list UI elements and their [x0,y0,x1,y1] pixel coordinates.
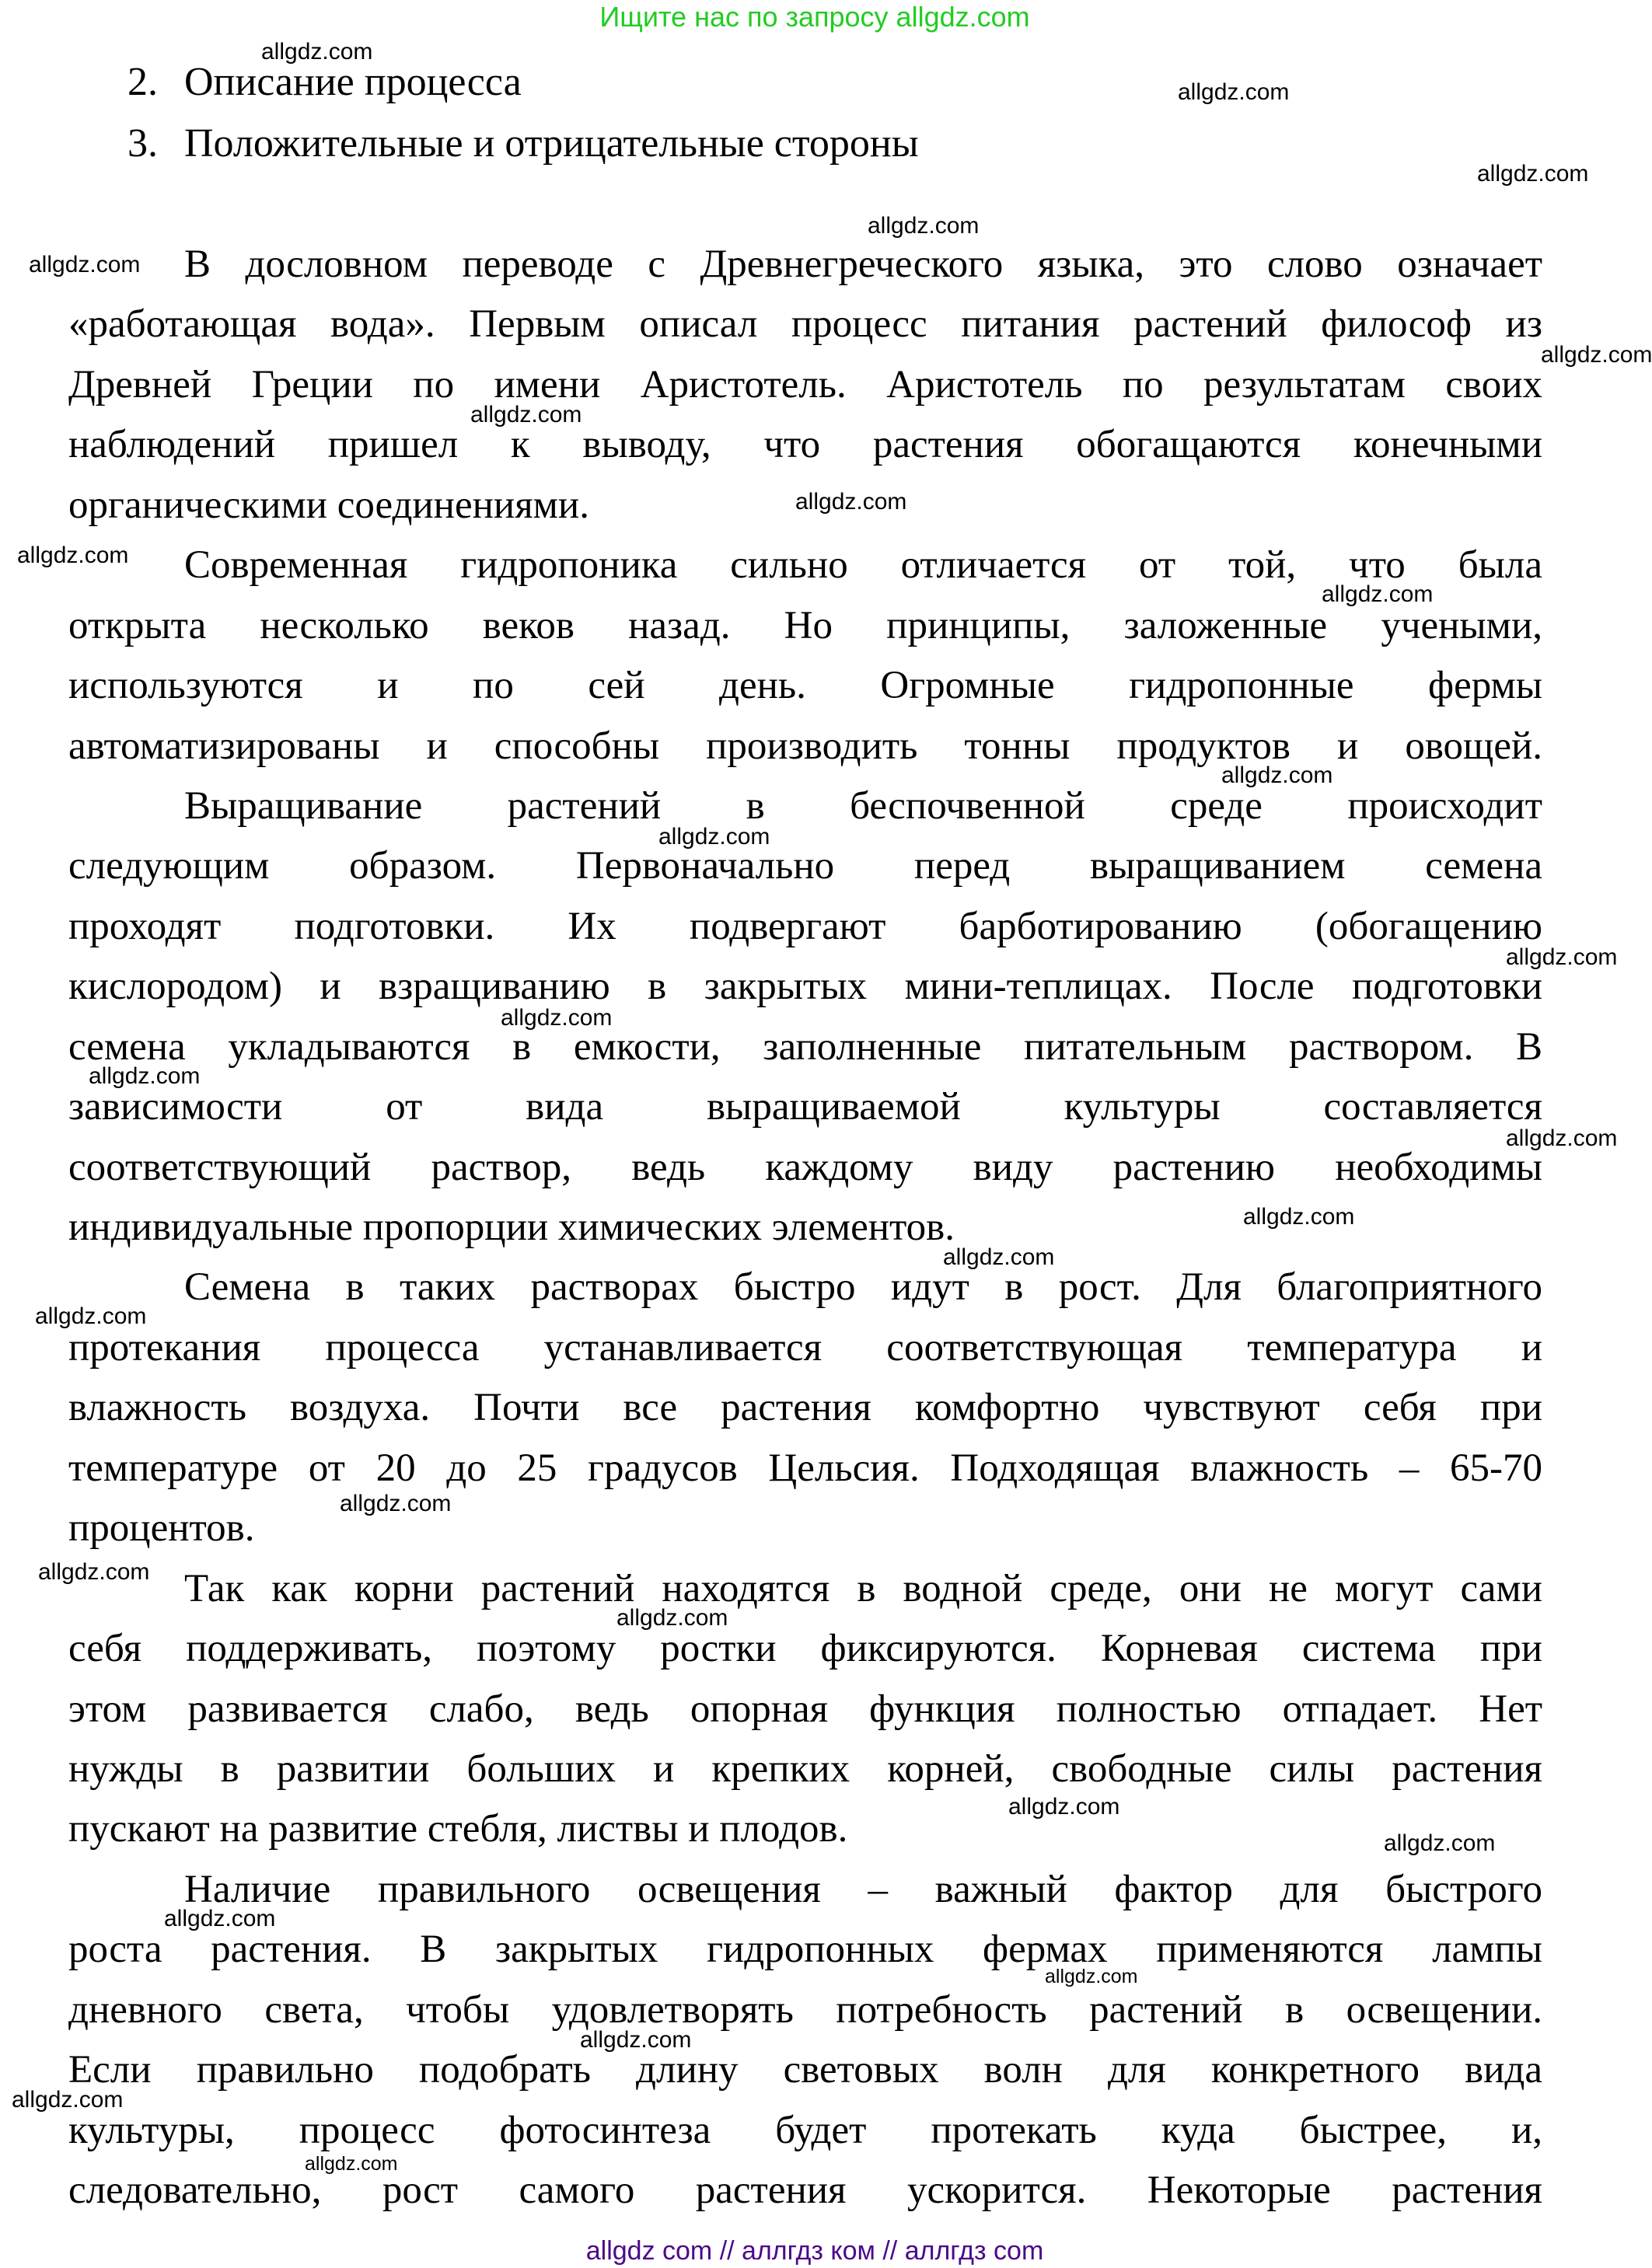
watermark: allgdz.com [1243,1204,1355,1230]
paragraph [68,1860,1542,2221]
watermark: allgdz.com [1506,1125,1618,1151]
text-line: роста растения. В закрытых гидропонных фермах применяются лампы [68,1928,1542,1972]
watermark: allgdz.com [12,2087,124,2113]
text-line: кислородом) и взращиванию в закрытых мини-теплицах. После подготовки [68,965,1542,1009]
watermark: allgdz.com [89,1063,201,1089]
text-line: дневного света, чтобы удовлетворять потребность растений в освещении. [68,1987,1542,2032]
watermark: allgdz.com [1008,1794,1120,1820]
text-line: Древней Греции по имени Аристотель. Аристотель по результатам своих [68,362,1542,406]
list-number: 2. [127,60,158,104]
watermark: allgdz.com [261,39,373,65]
search-banner: Ищите нас по запросу allgdz.com [599,1,1030,33]
watermark: allgdz.com [943,1244,1055,1270]
text-line: нужды в развитии больших и крепких корней, свободные силы растения [68,1746,1542,1791]
watermark: allgdz.com [29,252,141,277]
watermark: allgdz.com [470,402,582,427]
watermark: allgdz.com [501,1005,613,1031]
text-line: проходят подготовки. Их подвергают барботированию (обогащению [68,904,1542,948]
text-line: пускают на развитие стебля, листвы и плодов. [68,1807,848,1851]
watermark: allgdz.com [658,824,770,850]
text-line: следующим образом. Первоначально перед выращиванием семена [68,844,1542,888]
text-line: органическими соединениями. [68,483,589,527]
watermark: allgdz.com [305,2153,398,2175]
text-line: влажность воздуха. Почти все растения комфортно чувствуют себя при [68,1386,1542,1430]
text-line: соответствующий раствор, ведь каждому виду растению необходимы [68,1145,1542,1189]
watermark: allgdz.com [580,2027,692,2053]
text-line: температуре от 20 до 25 градусов Цельсия. Подходящая влажность – 65-70 [68,1446,1542,1490]
watermark: allgdz.com [795,489,907,515]
paragraph [68,536,1542,776]
list-item [127,59,522,106]
text-line: Выращивание растений в беспочвенной среде происходит [184,783,1542,828]
text-line: используются и по сей день. Огромные гидропонные фермы [68,664,1542,708]
watermark: allgdz.com [164,1906,276,1931]
paragraph [68,776,1542,1258]
watermark: allgdz.com [1178,79,1290,105]
text-line: открыта несколько веков назад. Но принципы, заложенные учеными, [68,603,1542,647]
watermark: allgdz.com [1541,342,1652,368]
watermark: allgdz.com [868,213,980,239]
watermark: allgdz.com [340,1491,452,1516]
paragraph [68,1258,1542,1558]
text-line: Так как корни растений находятся в водной среде, они не могут сами [184,1566,1542,1610]
text-line: себя поддерживать, поэтому ростки фиксируются. Корневая система при [68,1627,1542,1671]
text-line: наблюдений пришел к выводу, что растения обогащаются конечными [68,423,1542,467]
list-label: Положительные и отрицательные стороны [184,121,919,166]
watermark: allgdz.com [616,1605,728,1631]
text-line: индивидуальные пропорции химических элементов. [68,1206,955,1249]
text-line: процентов. [68,1506,255,1551]
footer-banner: allgdz com // аллгдз ком // аллгдз com [585,2236,1044,2266]
text-line: зависимости от вида выращиваемой культуры составляется [68,1085,1542,1129]
text-line: «работающая вода». Первым описал процесс питания растений философ из [68,302,1542,347]
text-line: В дословном переводе с Древнегреческого языка, это слово означает [184,243,1542,286]
text-line: культуры, процесс фотосинтеза будет протекать куда быстрее, и, [68,2108,1542,2152]
watermark: allgdz.com [1221,762,1333,788]
watermark: allgdz.com [1045,1966,1138,1987]
text-line: автоматизированы и способны производить тонны продуктов и овощей. [68,724,1542,768]
list-item [127,120,919,167]
text-line: Семена в таких растворах быстро идут в рост. Для благоприятного [184,1265,1542,1310]
paragraph [68,1559,1542,1860]
text-line: следовательно, рост самого растения ускорится. Некоторые растения [68,2169,1542,2212]
watermark: allgdz.com [35,1303,147,1329]
watermark: allgdz.com [38,1559,150,1585]
text-line: Современная гидропоника сильно отличается от той, что была [184,543,1542,588]
watermark: allgdz.com [17,543,129,568]
list-number: 3. [127,121,158,166]
watermark: allgdz.com [1322,581,1434,607]
watermark: allgdz.com [1384,1830,1496,1856]
text-line: протекания процесса устанавливается соответствующая температура и [68,1325,1542,1370]
text-line: Если правильно подобрать длину световых волн для конкретного вида [68,2048,1542,2092]
watermark: allgdz.com [1506,944,1618,970]
list-label: Описание процесса [184,60,522,104]
watermark: allgdz.com [1477,161,1589,187]
text-line: Наличие правильного освещения – важный фактор для быстрого [184,1867,1542,1911]
text-line: этом развивается слабо, ведь опорная функция полностью отпадает. Нет [68,1687,1542,1731]
text-line: семена укладываются в емкости, заполненные питательным раствором. В [68,1024,1542,1069]
